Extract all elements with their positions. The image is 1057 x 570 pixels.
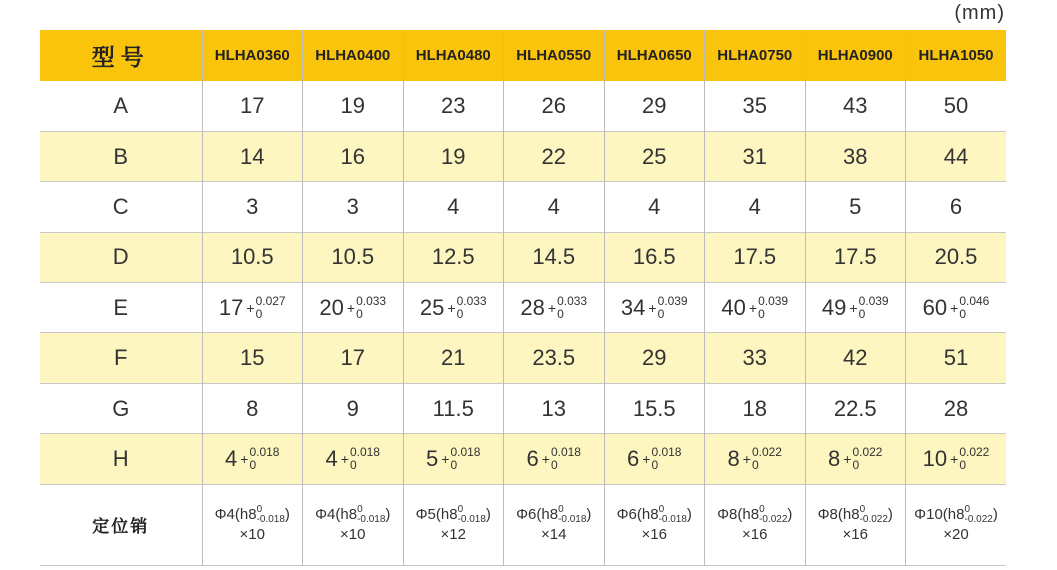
row-label: C: [112, 193, 129, 219]
pin-spec: [404, 505, 504, 525]
table-row: [40, 383, 1006, 433]
table-cell: 19: [403, 131, 504, 181]
table-cell: [403, 283, 504, 333]
table-cell: 44: [906, 131, 1007, 181]
lower-tolerance: 0: [450, 457, 458, 472]
tolerance-value: [319, 295, 386, 321]
tolerance-stack: [457, 295, 487, 321]
nominal-value: 5: [426, 445, 439, 471]
plus-sign: +: [547, 299, 557, 316]
lower-tolerance: -0.018: [558, 513, 587, 525]
table-cell: 22.5: [805, 383, 906, 433]
upper-tolerance: 0.033: [356, 293, 387, 308]
tolerance-stack: [558, 505, 586, 525]
tolerance-stack: [356, 295, 386, 321]
table-cell: 42: [805, 333, 906, 383]
table-cell: 5: [805, 182, 906, 232]
pin-spec: [806, 505, 906, 525]
table-cell: 15.5: [604, 383, 705, 433]
table-cell: [504, 434, 605, 484]
tolerance-stack: [964, 505, 992, 525]
pin-cell: [705, 484, 806, 565]
table-cell: 8: [202, 383, 303, 433]
pin-quantity: ×10: [340, 525, 366, 543]
upper-tolerance: 0.027: [255, 293, 286, 308]
table-cell: [604, 283, 705, 333]
upper-tolerance: 0.039: [758, 293, 789, 308]
row-label: D: [40, 232, 202, 282]
tolerance-stack: [350, 446, 380, 472]
plus-sign: +: [246, 299, 255, 316]
table-cell: 4: [604, 182, 705, 232]
pin-cell: [202, 484, 303, 565]
tolerance-value: [627, 446, 681, 472]
model-name: HLHA0400: [303, 30, 404, 81]
nominal-value: 28: [520, 294, 545, 320]
pin-spec: [906, 505, 1006, 525]
tolerance-stack: [557, 295, 587, 321]
model-name: HLHA0550: [504, 30, 605, 81]
tolerance-value: [923, 295, 990, 321]
upper-tolerance: 0: [658, 503, 665, 515]
plus-sign: +: [748, 299, 758, 316]
nominal-value: 8: [828, 445, 841, 471]
table-row: [40, 434, 1006, 484]
plus-sign: +: [642, 450, 651, 467]
table-cell: 17: [202, 81, 303, 131]
nominal-value: 40: [721, 294, 746, 320]
lower-tolerance: -0.022: [964, 513, 993, 525]
table-cell: 12.5: [403, 232, 504, 282]
tolerance-value: [520, 295, 587, 321]
table-cell: [906, 283, 1007, 333]
pin-prefix: Φ4(h8: [214, 505, 257, 523]
table-cell: 21: [403, 333, 504, 383]
lower-tolerance: 0: [255, 306, 263, 321]
pin-prefix: Φ8(h8: [717, 505, 760, 523]
lower-tolerance: 0: [657, 306, 665, 321]
table-cell: 17.5: [805, 232, 906, 282]
table-row: [40, 333, 1006, 383]
pin-quantity: ×12: [440, 525, 466, 543]
nominal-value: 10: [922, 445, 948, 471]
table-cell: 16: [303, 131, 404, 181]
row-label: E: [113, 294, 129, 320]
model-name: HLHA0650: [604, 30, 705, 81]
upper-tolerance: 0.033: [456, 293, 487, 308]
table-row: [40, 81, 1006, 131]
tolerance-value: [326, 446, 380, 472]
table-row: [40, 283, 1006, 333]
tolerance-stack: [458, 505, 486, 525]
upper-tolerance: 0.046: [959, 293, 990, 308]
lower-tolerance: 0: [858, 306, 866, 321]
tolerance-stack: [257, 505, 285, 525]
pin-suffix: ): [686, 505, 692, 523]
pin-quantity: ×16: [742, 525, 768, 543]
table-cell: 13: [504, 383, 605, 433]
table-cell: [202, 434, 303, 484]
tolerance-value: [822, 295, 889, 321]
plus-sign: +: [240, 450, 249, 467]
lower-tolerance: 0: [356, 306, 363, 321]
tolerance-stack: [249, 446, 279, 472]
table-cell: 4: [504, 182, 605, 232]
nominal-value: 6: [526, 445, 539, 471]
tolerance-value: [219, 295, 286, 321]
upper-tolerance: 0.018: [249, 444, 280, 459]
table-cell: [805, 434, 906, 484]
pin-prefix: Φ5(h8: [415, 505, 458, 523]
tolerance-value: [828, 446, 882, 472]
model-name: HLHA0360: [202, 30, 303, 81]
header-row: [40, 30, 1006, 81]
upper-tolerance: 0.018: [651, 444, 682, 459]
pin-quantity: ×16: [842, 525, 868, 543]
model-header: 型号: [40, 30, 202, 81]
table-cell: 19: [303, 81, 404, 131]
tolerance-value: [420, 295, 487, 321]
nominal-value: 17: [218, 294, 244, 320]
model-name: HLHA1050: [906, 30, 1007, 81]
pin-prefix: Φ8(h8: [817, 505, 860, 523]
tolerance-stack: [651, 446, 681, 472]
table-cell: 22: [504, 131, 605, 181]
table-cell: 29: [604, 81, 705, 131]
table-cell: 14: [202, 131, 303, 181]
plus-sign: +: [441, 450, 450, 467]
upper-tolerance: 0: [859, 503, 866, 515]
lower-tolerance: 0: [550, 457, 558, 472]
nominal-value: 6: [627, 445, 640, 471]
table-row: [40, 131, 1006, 181]
table-cell: 6: [906, 182, 1007, 232]
nominal-value: 4: [225, 445, 238, 471]
table-cell: 20.5: [906, 232, 1007, 282]
upper-tolerance: 0.033: [557, 293, 588, 308]
table-cell: 17: [303, 333, 404, 383]
nominal-value: 34: [620, 294, 646, 320]
nominal-value: 8: [727, 445, 740, 471]
pin-suffix: ): [284, 505, 290, 523]
tolerance-stack: [859, 295, 889, 321]
pin-quantity: ×14: [541, 525, 567, 543]
pin-suffix: ): [787, 505, 793, 523]
upper-tolerance: 0: [964, 503, 971, 515]
pin-suffix: ): [485, 505, 491, 523]
nominal-value: 20: [319, 294, 344, 320]
upper-tolerance: 0.022: [959, 444, 990, 459]
upper-tolerance: 0.018: [550, 444, 581, 459]
tolerance-stack: [357, 505, 385, 525]
pin-prefix: Φ6(h8: [616, 505, 659, 523]
plus-sign: +: [346, 299, 356, 316]
tolerance-value: [527, 446, 581, 472]
lower-tolerance: -0.018: [658, 513, 687, 525]
tolerance-stack: [852, 446, 882, 472]
lower-tolerance: -0.018: [357, 513, 386, 525]
plus-sign: +: [340, 450, 349, 467]
table-cell: 3: [202, 182, 303, 232]
tolerance-stack: [758, 295, 788, 321]
pin-spec: [705, 505, 805, 525]
pin-cell: [504, 484, 605, 565]
table-cell: [303, 283, 404, 333]
table-cell: 26: [504, 81, 605, 131]
tolerance-stack: [658, 295, 688, 321]
table-cell: [504, 283, 605, 333]
table-cell: 33: [705, 333, 806, 383]
table-cell: 23.5: [504, 333, 605, 383]
tolerance-stack: [551, 446, 581, 472]
table-cell: 15: [202, 333, 303, 383]
table-cell: 10.5: [202, 232, 303, 282]
plus-sign: +: [950, 299, 959, 316]
table-cell: [303, 434, 404, 484]
unit-label: (mm): [954, 2, 1005, 24]
pin-cell: [805, 484, 906, 565]
lower-tolerance: -0.018: [256, 513, 285, 525]
upper-tolerance: 0: [759, 503, 765, 515]
nominal-value: 60: [922, 294, 948, 320]
row-label: H: [40, 434, 202, 484]
tolerance-stack: [659, 505, 687, 525]
tolerance-stack: [752, 446, 782, 472]
pin-spec: [504, 505, 604, 525]
tolerance-stack: [959, 295, 989, 321]
table-cell: [202, 283, 303, 333]
lower-tolerance: 0: [959, 457, 966, 472]
model-name: HLHA0900: [805, 30, 906, 81]
pin-cell: [604, 484, 705, 565]
pin-quantity: ×20: [943, 525, 969, 543]
table-cell: 17.5: [705, 232, 806, 282]
table-cell: 4: [705, 182, 806, 232]
row-label: F: [40, 333, 202, 383]
row-label: G: [112, 395, 130, 421]
table-cell: 14.5: [504, 232, 605, 282]
lower-tolerance: -0.022: [859, 513, 888, 525]
table-cell: 10.5: [303, 232, 404, 282]
upper-tolerance: 0.022: [852, 444, 883, 459]
table-cell: 29: [604, 333, 705, 383]
plus-sign: +: [648, 299, 657, 316]
upper-tolerance: 0.018: [450, 444, 481, 459]
model-name: HLHA0480: [403, 30, 504, 81]
tolerance-value: [721, 295, 788, 321]
table-cell: 16.5: [604, 232, 705, 282]
plus-sign: +: [849, 299, 858, 316]
lower-tolerance: 0: [349, 457, 357, 472]
plus-sign: +: [742, 450, 751, 467]
pin-quantity: ×10: [239, 525, 265, 543]
tolerance-value: [225, 446, 279, 472]
tolerance-stack: [256, 295, 286, 321]
plus-sign: +: [843, 450, 852, 467]
table-cell: [705, 434, 806, 484]
table-cell: [604, 434, 705, 484]
table-cell: 18: [705, 383, 806, 433]
pin-suffix: ): [887, 505, 893, 523]
table-cell: 3: [303, 182, 404, 232]
lower-tolerance: 0: [651, 457, 659, 472]
pin-suffix: ): [385, 505, 391, 523]
pin-suffix: ): [992, 505, 998, 523]
tolerance-value: [728, 446, 782, 472]
lower-tolerance: -0.018: [457, 513, 486, 525]
pin-prefix: Φ4(h8: [315, 505, 358, 523]
row-label: B: [40, 131, 202, 181]
lower-tolerance: 0: [758, 306, 765, 321]
pin-spec: [303, 505, 403, 525]
tolerance-stack: [959, 446, 989, 472]
plus-sign: +: [541, 450, 550, 467]
table-cell: 31: [705, 131, 806, 181]
table-cell: 43: [805, 81, 906, 131]
lower-tolerance: 0: [959, 306, 966, 321]
upper-tolerance: 0: [357, 503, 363, 515]
table-cell: [705, 283, 806, 333]
nominal-value: 4: [325, 445, 338, 471]
table-cell: 23: [403, 81, 504, 131]
upper-tolerance: 0: [558, 503, 564, 515]
table-row: [40, 182, 1006, 232]
table-row: [40, 232, 1006, 282]
pin-prefix: Φ10(h8: [914, 505, 965, 523]
pin-prefix: Φ6(h8: [516, 505, 559, 523]
lower-tolerance: 0: [751, 457, 759, 472]
tolerance-stack: [450, 446, 480, 472]
pin-spec: [203, 505, 303, 525]
table-cell: [805, 283, 906, 333]
pin-cell: [906, 484, 1007, 565]
tolerance-stack: [860, 505, 888, 525]
lower-tolerance: 0: [557, 306, 564, 321]
upper-tolerance: 0: [457, 503, 464, 515]
model-name: HLHA0750: [705, 30, 806, 81]
row-label: A: [113, 92, 129, 118]
table-cell: 28: [906, 383, 1007, 433]
lower-tolerance: 0: [249, 457, 257, 472]
nominal-value: 25: [419, 294, 445, 320]
pin-quantity: ×16: [641, 525, 667, 543]
table-cell: 11.5: [403, 383, 504, 433]
upper-tolerance: 0.039: [858, 293, 889, 308]
pin-spec: [605, 505, 705, 525]
upper-tolerance: 0: [256, 503, 263, 515]
pin-cell: [303, 484, 404, 565]
table-cell: 38: [805, 131, 906, 181]
table-cell: [906, 434, 1007, 484]
table-cell: 9: [303, 383, 404, 433]
tolerance-stack: [759, 505, 787, 525]
table-cell: 25: [604, 131, 705, 181]
lower-tolerance: -0.022: [759, 513, 788, 525]
table-cell: 35: [705, 81, 806, 131]
table-cell: [403, 434, 504, 484]
lower-tolerance: 0: [456, 306, 464, 321]
table-row: [40, 484, 1006, 565]
table-cell: 51: [906, 333, 1007, 383]
plus-sign: +: [950, 450, 959, 467]
table-cell: 4: [403, 182, 504, 232]
nominal-value: 49: [821, 294, 847, 320]
lower-tolerance: 0: [852, 457, 860, 472]
upper-tolerance: 0.039: [657, 293, 688, 308]
upper-tolerance: 0.022: [751, 444, 782, 459]
pin-suffix: ): [586, 505, 592, 523]
tolerance-value: [621, 295, 688, 321]
tolerance-value: [923, 446, 990, 472]
row-label: 定位销: [92, 517, 150, 537]
tolerance-value: [426, 446, 480, 472]
plus-sign: +: [447, 299, 456, 316]
table-cell: 50: [906, 81, 1007, 131]
spec-table: [40, 30, 1006, 566]
pin-cell: [403, 484, 504, 565]
upper-tolerance: 0.018: [349, 444, 380, 459]
